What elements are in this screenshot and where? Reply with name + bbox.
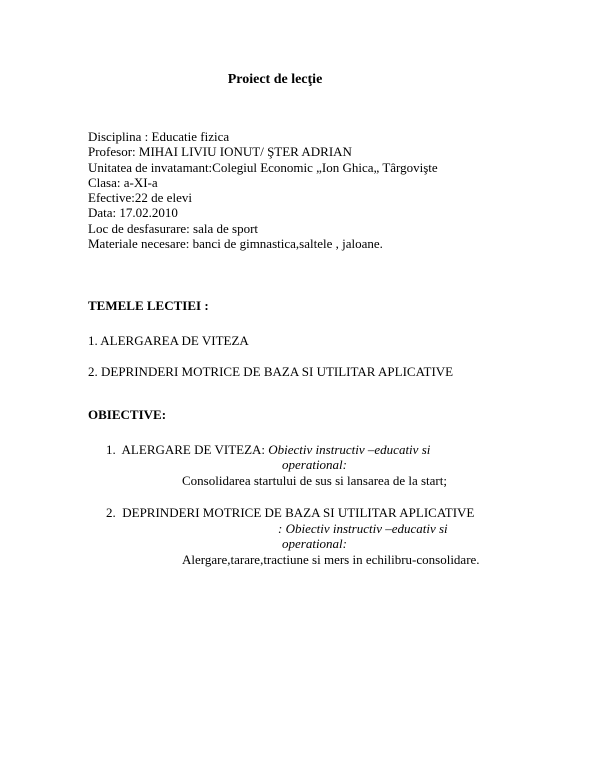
lesson-info-block — [88, 129, 438, 251]
teme-heading: TEMELE LECTIEI : — [88, 298, 209, 313]
objective-2-number: 2. — [106, 505, 116, 520]
objective-2-line — [106, 505, 474, 520]
info-clasa: Clasa: a-XI-a — [88, 174, 158, 190]
objective-1-type: Obiectiv instructiv –educativ si — [268, 442, 431, 457]
obiective-heading: OBIECTIVE: — [88, 407, 167, 422]
objective-1-type-cont: operational: — [282, 457, 347, 472]
info-unitatea: Unitatea de invatamant:Colegiul Economic „Ion Ghica„ Târgovişte — [88, 159, 438, 175]
info-materiale: Materiale necesare: banci de gimnastica,saltele , jaloane. — [88, 236, 383, 252]
info-disciplina: Disciplina : Educatie fizica — [88, 129, 230, 144]
objective-2-label: DEPRINDERI MOTRICE DE BAZA SI UTILITAR APLICATIVE — [122, 505, 475, 520]
objective-1-number: 1. — [106, 442, 116, 457]
tema-item-1: 1. ALERGAREA DE VITEZA — [88, 333, 249, 348]
objective-2-content: Alergare,tarare,tractiune si mers in echilibru-consolidare. — [182, 552, 480, 567]
document-title: Proiect de lecţie — [227, 72, 323, 87]
info-loc: Loc de desfasurare: sala de sport — [88, 220, 259, 236]
info-efective: Efective:22 de elevi — [88, 190, 192, 206]
objective-2-type-cont: operational: — [282, 536, 347, 551]
objective-1-label: ALERGARE DE VITEZA: — [121, 442, 266, 457]
objective-1-content: Consolidarea startului de sus si lansarea de la start; — [182, 473, 447, 488]
info-profesor: Profesor: MIHAI LIVIU IONUT/ ŞTER ADRIAN — [88, 144, 352, 160]
objective-1-line — [106, 442, 430, 457]
info-data: Data: 17.02.2010 — [88, 205, 178, 221]
tema-item-2: 2. DEPRINDERI MOTRICE DE BAZA SI UTILITAR APLICATIVE — [88, 364, 454, 379]
objective-2-type: : Obiectiv instructiv –educativ si — [278, 521, 448, 536]
